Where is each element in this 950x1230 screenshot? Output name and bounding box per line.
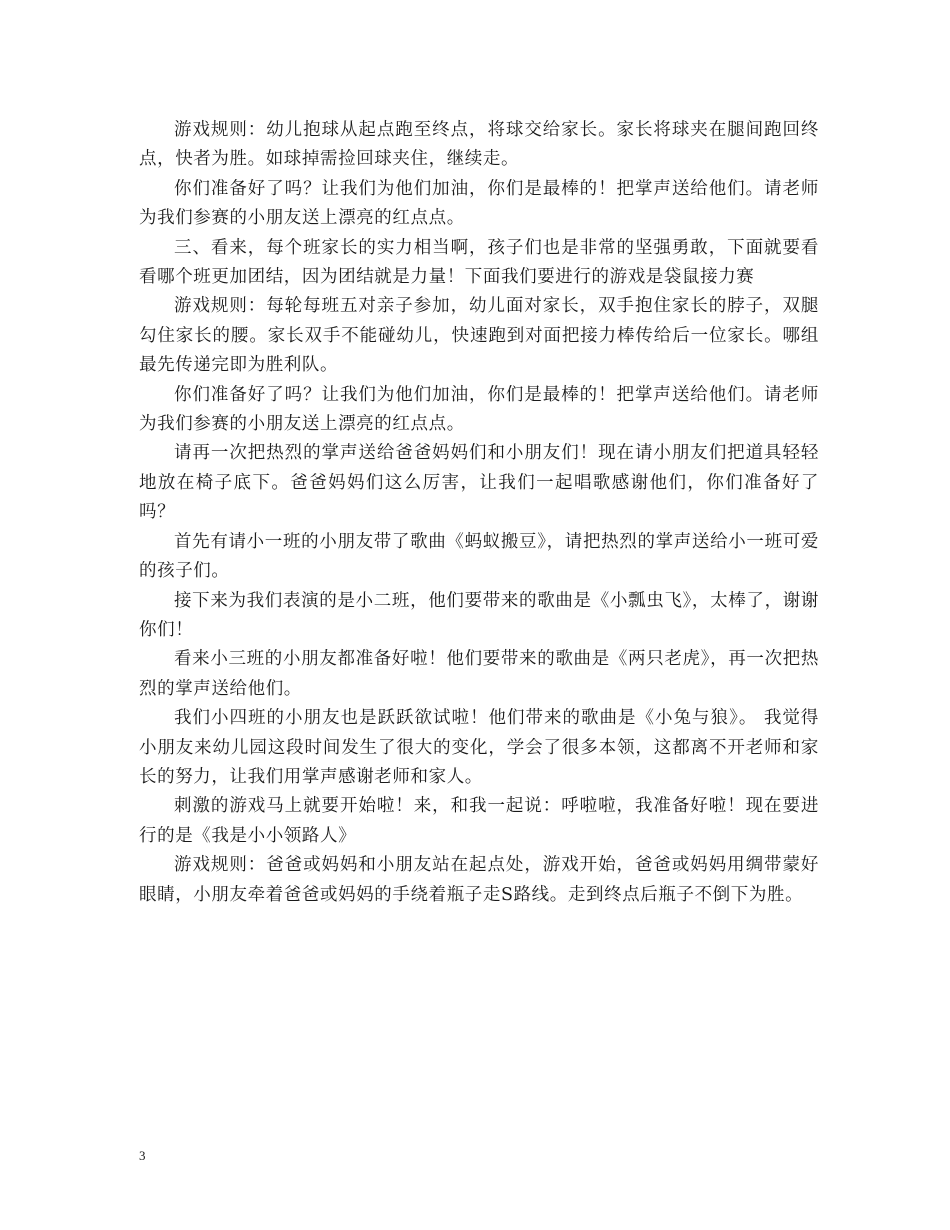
paragraph-class-2-song: 接下来为我们表演的是小二班，他们要带来的歌曲是《小瓢虫飞》，太棒了，谢谢你们！	[139, 590, 819, 640]
paragraph-class-3-song: 看来小三班的小朋友都准备好啦！他们要带来的歌曲是《两只老虎》，再一次把热烈的掌声送给他们。	[139, 649, 819, 699]
document-body	[139, 116, 819, 910]
paragraph-game-rules-guide: 游戏规则：爸爸或妈妈和小朋友站在起点处，游戏开始，爸爸或妈妈用绸带蒙好眼睛，小朋友牵着爸爸或妈妈的手绕着瓶子走S路线。走到终点后瓶子不倒下为胜。	[139, 855, 819, 905]
paragraph-applause-props: 请再一次把热烈的掌声送给爸爸妈妈们和小朋友们！现在请小朋友们把道具轻轻地放在椅子底下。爸爸妈妈们这么厉害，让我们一起唱歌感谢他们，你们准备好了吗？	[139, 443, 819, 523]
page-number: 3	[139, 1148, 146, 1163]
paragraph-class-1-song: 首先有请小一班的小朋友带了歌曲《蚂蚁搬豆》，请把热烈的掌声送给小一班可爱的孩子们。	[139, 531, 819, 582]
paragraph-game-rules-relay: 游戏规则：每轮每班五对亲子参加，幼儿面对家长，双手抱住家长的脖子，双腿勾住家长的腰。家长双手不能碰幼儿，快速跑到对面把接力棒传给后一位家长。哪组最先传递完即为胜利队。	[139, 296, 819, 376]
paragraph-guide-game-intro: 刺激的游戏马上就要开始啦！来，和我一起说：呼啦啦，我准备好啦！现在要进行的是《我是小小领路人》	[139, 796, 819, 846]
paragraph-game-rules-ball: 游戏规则：幼儿抱球从起点跑至终点，将球交给家长。家长将球夹在腿间跑回终点，快者为胜。如球掉需捡回球夹住，继续走。	[139, 120, 819, 170]
paragraph-cheer-1: 你们准备好了吗？让我们为他们加油，你们是最棒的！把掌声送给他们。请老师为我们参赛的小朋友送上漂亮的红点点。	[139, 178, 819, 229]
paragraph-class-4-song: 我们小四班的小朋友也是跃跃欲试啦！他们带来的歌曲是《小兔与狼》。 我觉得小朋友来幼儿园这段时间发生了很大的变化，学会了很多本领，这都离不开老师和家长的努力，让我们用掌声感谢老师和家人。	[139, 708, 819, 787]
paragraph-cheer-2: 你们准备好了吗？让我们为他们加油，你们是最棒的！把掌声送给他们。请老师为我们参赛的小朋友送上漂亮的红点点。	[139, 384, 819, 435]
paragraph-kangaroo-relay-intro: 三、看来，每个班家长的实力相当啊，孩子们也是非常的坚强勇敢，下面就要看看哪个班更加团结，因为团结就是力量！下面我们要进行的游戏是袋鼠接力赛	[139, 237, 819, 288]
